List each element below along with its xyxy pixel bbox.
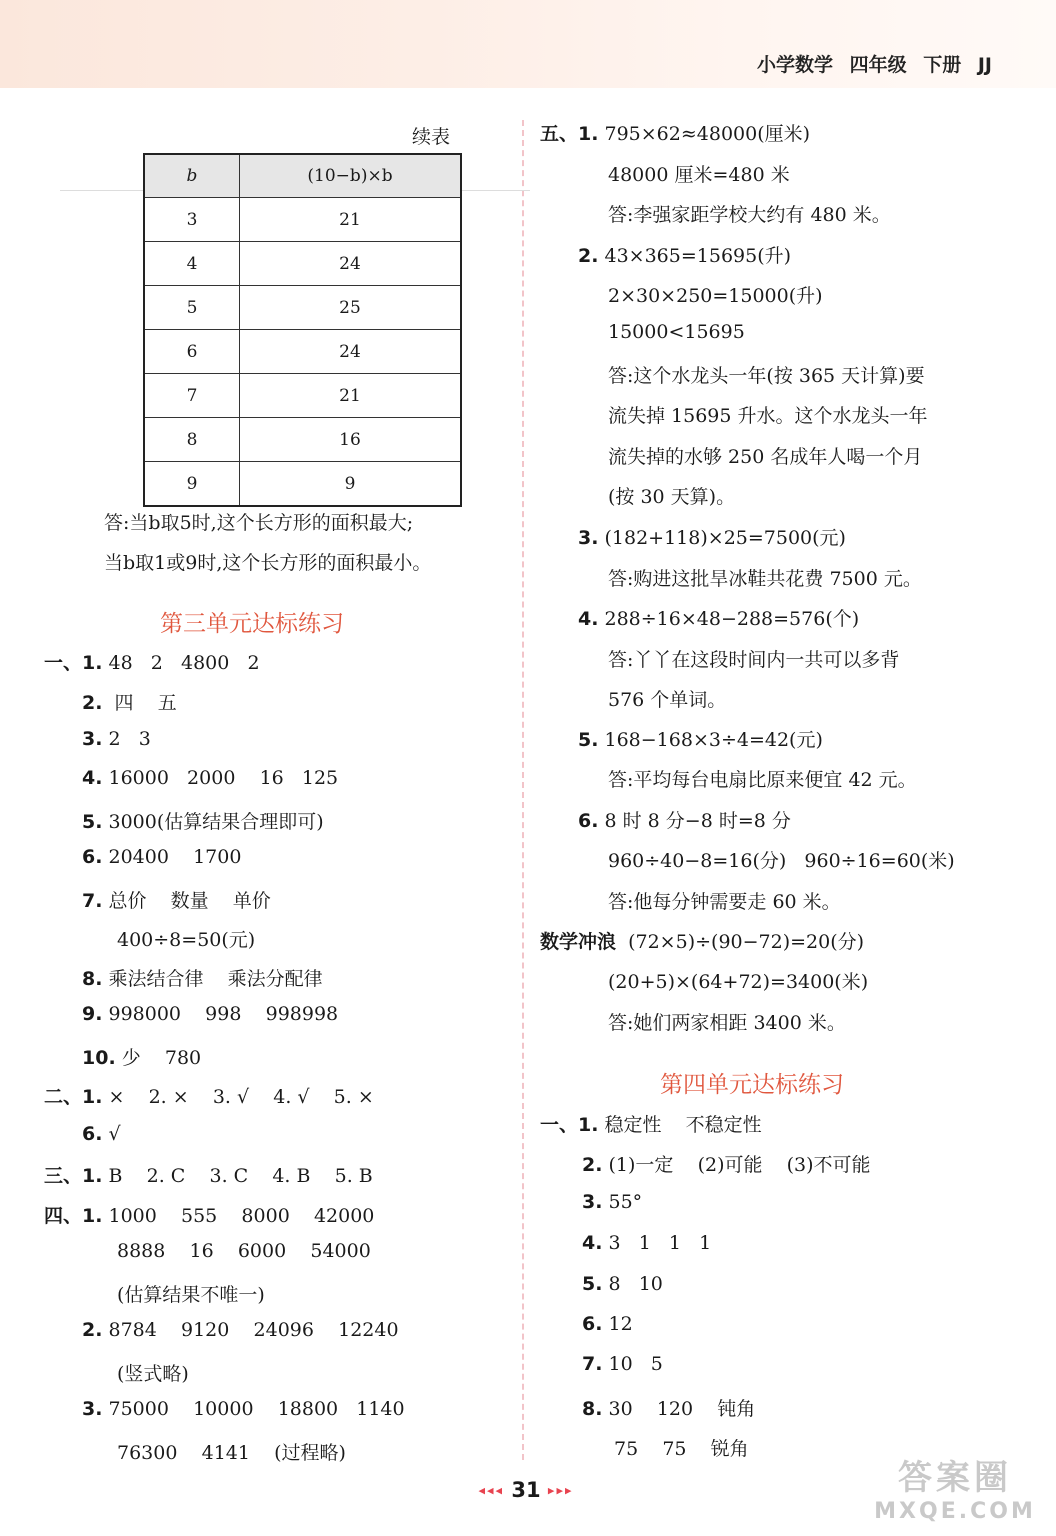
- answer-line: [608, 401, 928, 428]
- answer-line: [82, 807, 324, 834]
- table-cell-value: 21: [240, 198, 462, 242]
- answer-line: [117, 1359, 189, 1386]
- item-text: 3000(估算结果合理即可): [102, 811, 324, 833]
- item-text: 乘法结合律 乘法分配律: [102, 968, 323, 990]
- answer-line: [82, 1123, 121, 1145]
- item-text: 10 5: [602, 1353, 663, 1375]
- answer-line: [614, 1434, 749, 1461]
- table-row: [144, 374, 461, 418]
- watermark: [870, 1450, 1040, 1530]
- section-4-title: 第四单元达标练习: [660, 1072, 844, 1098]
- item-number: 6.: [82, 1123, 103, 1145]
- item-text: 答:他每分钟需要走 60 米。: [608, 891, 841, 913]
- answer-line: [608, 765, 917, 792]
- item-text: 75 75 锐角: [614, 1438, 749, 1460]
- table-cell-b: 3: [144, 198, 240, 242]
- answer-line-1: 答:当b取5时,这个长方形的面积最大;: [104, 512, 414, 534]
- item-number: 4.: [582, 1232, 603, 1254]
- table-row: [144, 330, 461, 374]
- item-number: 6.: [582, 1313, 603, 1335]
- answer-line: [608, 1008, 846, 1035]
- answer-line: [578, 806, 791, 833]
- item-text: 20400 1700: [102, 846, 242, 868]
- answer-line: [608, 967, 868, 994]
- item-number: 4.: [82, 767, 103, 789]
- answer-line: [82, 1003, 338, 1025]
- item-text: 2 3: [102, 728, 151, 750]
- table-cell-b: 4: [144, 242, 240, 286]
- item-text: B 2. C 3. C 4. B 5. B: [102, 1165, 373, 1187]
- item-text: 576 个单词。: [608, 689, 727, 711]
- table-cell-value: 24: [240, 242, 462, 286]
- book-title: 小学数学 四年级 下册 JJ: [757, 54, 992, 76]
- table-cell-b: 7: [144, 374, 240, 418]
- answer-line: [608, 685, 726, 712]
- item-number: 3.: [582, 1191, 603, 1213]
- item-text: 答:这个水龙头一年(按 365 天计算)要: [608, 365, 925, 387]
- item-number: 6.: [578, 810, 599, 832]
- table-cell-b: 9: [144, 462, 240, 507]
- item-text: (估算结果不唯一): [117, 1284, 265, 1306]
- item-text: 3 1 1 1: [602, 1232, 712, 1254]
- column-divider: [522, 120, 524, 1460]
- answer-line: [608, 361, 925, 388]
- item-number: 三、1.: [44, 1165, 103, 1187]
- item-text: × 2. × 3. √ 4. √ 5. ×: [102, 1086, 374, 1108]
- answer-line: [608, 200, 891, 227]
- answer-line: [608, 846, 955, 873]
- item-text: 8 时 8 分−8 时=8 分: [598, 810, 791, 832]
- answer-line: [608, 442, 922, 469]
- item-text: √: [102, 1123, 121, 1145]
- answer-line: [117, 925, 255, 952]
- item-text: 48 2 4800 2: [102, 652, 260, 674]
- table-row: [144, 198, 461, 242]
- item-text: 流失掉的水够 250 名成年人喝一个月: [608, 446, 923, 468]
- item-text: 答:她们两家相距 3400 米。: [608, 1012, 846, 1034]
- item-number: 3.: [82, 1398, 103, 1420]
- item-text: 168−168×3÷4=42(元): [598, 729, 823, 751]
- item-text: (72×5)÷(90−72)=20(分): [616, 931, 865, 953]
- answer-line: [540, 119, 810, 146]
- answer-line: [117, 1438, 346, 1465]
- answer-line: [578, 523, 846, 550]
- item-text: 1000 555 8000 42000: [102, 1205, 375, 1227]
- item-text: 总价 数量 单价: [102, 890, 271, 912]
- page-footer: [446, 1478, 606, 1502]
- item-text: 48000 厘米=480 米: [608, 164, 790, 186]
- item-text: 答:丫丫在这段时间内一共可以多背: [608, 649, 900, 671]
- table-cell-value: 16: [240, 418, 462, 462]
- answer-line: [582, 1313, 633, 1335]
- item-text: 答:购进这批旱冰鞋共花费 7500 元。: [608, 568, 922, 590]
- table-row: [144, 286, 461, 330]
- table-caption: 续表: [412, 126, 451, 148]
- item-number: 5.: [578, 729, 599, 751]
- item-text: 76300 4141 (过程略): [117, 1442, 346, 1464]
- item-text: 8 10: [602, 1273, 663, 1295]
- item-number: 3.: [578, 527, 599, 549]
- item-text: 998000 998 998998: [102, 1003, 339, 1025]
- page-number: 31: [511, 1478, 541, 1502]
- answer-line: [540, 1110, 762, 1137]
- table-row: [144, 462, 461, 507]
- table-cell-value: 25: [240, 286, 462, 330]
- watermark-logo-text: 答案圈: [898, 1458, 1012, 1498]
- table-row: [144, 242, 461, 286]
- item-text: 答:平均每台电扇比原来便宜 42 元。: [608, 769, 917, 791]
- item-text: 8888 16 6000 54000: [117, 1240, 371, 1262]
- item-text: (182+118)×25=7500(元): [598, 527, 846, 549]
- item-text: (20+5)×(64+72)=3400(米): [608, 971, 869, 993]
- item-number: 一、1.: [540, 1114, 599, 1136]
- item-text: 8784 9120 24096 12240: [102, 1319, 399, 1341]
- item-number: 2.: [578, 245, 599, 267]
- answer-line: [582, 1273, 663, 1295]
- item-text: 2×30×250=15000(升): [608, 285, 823, 307]
- next-arrows-icon: ▸▸▸: [547, 1483, 574, 1499]
- answer-line: [117, 1280, 265, 1307]
- answer-line: [540, 927, 864, 954]
- item-text: 795×62≈48000(厘米): [598, 123, 811, 145]
- answer-line: [608, 160, 790, 187]
- answer-line: [117, 1240, 371, 1262]
- prev-arrows-icon: ◂◂◂: [478, 1483, 505, 1499]
- answer-line: [44, 1201, 374, 1228]
- watermark-url: MXQE.COM: [874, 1499, 1036, 1524]
- answer-line: [608, 564, 922, 591]
- table-header-expr: (10−b)×b: [240, 154, 462, 198]
- item-text: 288÷16×48−288=576(个): [598, 608, 860, 630]
- item-number: 6.: [82, 846, 103, 868]
- item-text: (1)一定 (2)可能 (3)不可能: [602, 1154, 871, 1176]
- item-text: 四 五: [102, 692, 177, 714]
- item-text: 43×365=15695(升): [598, 245, 792, 267]
- answer-line: [578, 241, 791, 268]
- item-number: 5.: [82, 811, 103, 833]
- answer-line-2: 当b取1或9时,这个长方形的面积最小。: [104, 552, 432, 574]
- answer-line: [44, 648, 260, 675]
- item-number: 2.: [582, 1154, 603, 1176]
- answer-line: [82, 688, 177, 715]
- section-3-title: 第三单元达标练习: [160, 611, 344, 637]
- item-number: 2.: [82, 692, 103, 714]
- answer-line: [582, 1191, 642, 1213]
- item-text: 16000 2000 16 125: [102, 767, 339, 789]
- item-number: 数学冲浪: [540, 931, 617, 953]
- answer-line: [582, 1353, 663, 1375]
- item-text: 流失掉 15695 升水。这个水龙头一年: [608, 405, 928, 427]
- item-number: 一、1.: [44, 652, 103, 674]
- answer-line: [608, 645, 899, 672]
- answer-line: [608, 321, 745, 343]
- item-text: 30 120 钝角: [602, 1398, 756, 1420]
- answer-line: [44, 1161, 373, 1188]
- item-text: 55°: [602, 1191, 643, 1213]
- item-text: 400÷8=50(元): [117, 929, 256, 951]
- answer-line: [608, 482, 735, 509]
- item-number: 8.: [582, 1398, 603, 1420]
- answer-line: [578, 725, 823, 752]
- table-cell-value: 24: [240, 330, 462, 374]
- table-cell-b: 8: [144, 418, 240, 462]
- item-text: 答:李强家距学校大约有 480 米。: [608, 204, 891, 226]
- answer-line: [608, 887, 841, 914]
- answer-line: [82, 964, 323, 991]
- answer-line: [44, 1082, 374, 1109]
- item-number: 4.: [578, 608, 599, 630]
- item-number: 2.: [82, 1319, 103, 1341]
- item-text: 少 780: [115, 1047, 202, 1069]
- item-number: 7.: [582, 1353, 603, 1375]
- table-cell-b: 6: [144, 330, 240, 374]
- answer-line: [82, 886, 271, 913]
- answer-line: [608, 281, 823, 308]
- item-number: 五、1.: [540, 123, 599, 145]
- answer-line: [82, 767, 338, 789]
- answer-line: [82, 728, 151, 750]
- item-number: 3.: [82, 728, 103, 750]
- item-number: 二、1.: [44, 1086, 103, 1108]
- answer-line: [82, 1319, 399, 1341]
- answer-line: [578, 604, 859, 631]
- answer-line: [582, 1232, 711, 1254]
- item-number: 四、1.: [44, 1205, 103, 1227]
- answer-line: [582, 1150, 871, 1177]
- item-text: 稳定性 不稳定性: [598, 1114, 762, 1136]
- answer-line: [82, 1398, 405, 1420]
- item-number: 8.: [82, 968, 103, 990]
- item-number: 7.: [82, 890, 103, 912]
- table-cell-b: 5: [144, 286, 240, 330]
- item-text: (按 30 天算)。: [608, 486, 736, 508]
- item-number: 9.: [82, 1003, 103, 1025]
- table-cell-value: 21: [240, 374, 462, 418]
- answer-line: [82, 1043, 201, 1070]
- answer-line: [82, 846, 241, 868]
- item-text: 12: [602, 1313, 633, 1335]
- continued-table: [143, 153, 462, 507]
- table-header-b: b: [144, 154, 240, 198]
- item-text: 960÷40−8=16(分) 960÷16=60(米): [608, 850, 955, 872]
- item-number: 5.: [582, 1273, 603, 1295]
- item-text: (竖式略): [117, 1363, 189, 1385]
- answer-line: [582, 1394, 755, 1421]
- item-number: 10.: [82, 1047, 116, 1069]
- table-row: [144, 418, 461, 462]
- item-text: 75000 10000 18800 1140: [102, 1398, 405, 1420]
- item-text: 15000<15695: [608, 321, 745, 343]
- table-cell-value: 9: [240, 462, 462, 507]
